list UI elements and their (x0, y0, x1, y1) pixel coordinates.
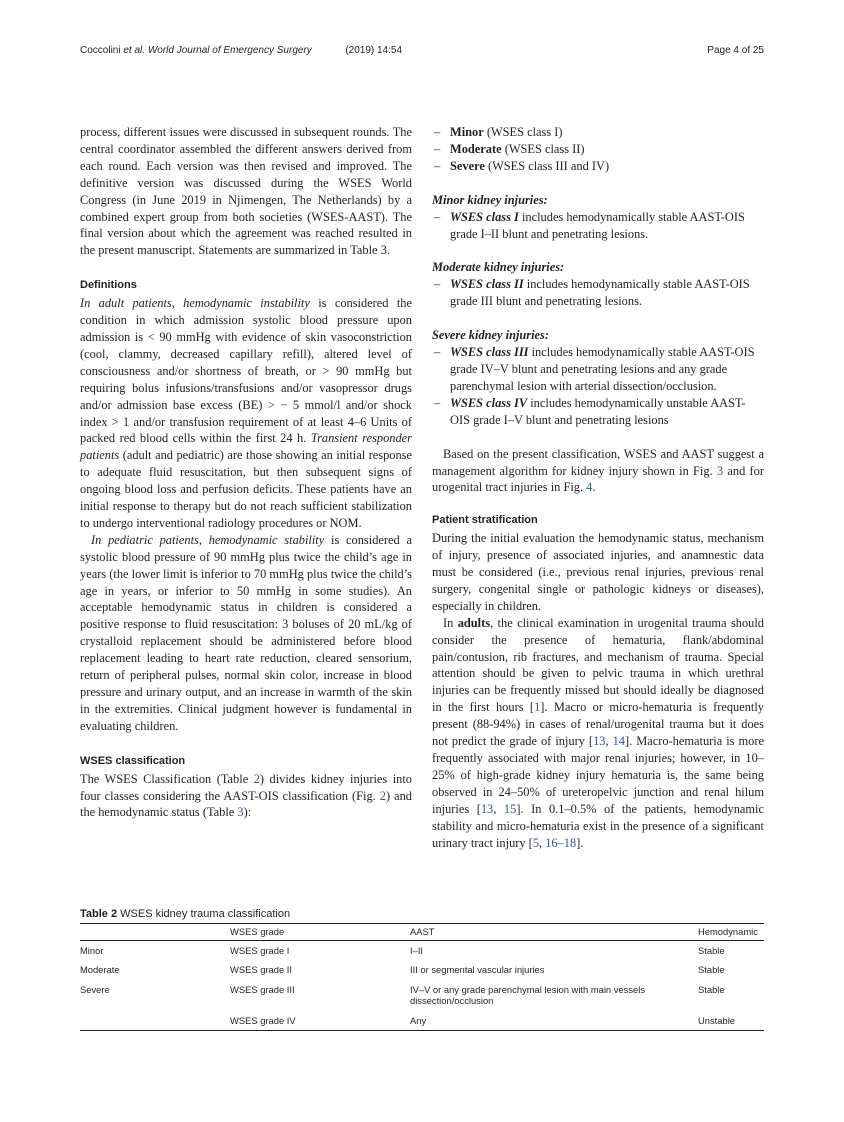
severe-desc-4: includes hemodynamically unstable AAST-OIS grade I–V blunt and penetrating lesions (450, 395, 746, 427)
adults-text-f: ]. (576, 835, 584, 850)
ref-1-link[interactable]: 1 (534, 700, 541, 715)
table-caption (80, 908, 764, 920)
table-header-cell: AAST (410, 924, 698, 941)
ped-text: is considered a systolic blood pressure of 90 mmHg plus twice the child’s age in years (the lower limit is inferior to 70 mmHg plus twice the child’s age in years, or inferior to 50 mmHg in some studies). An acceptable hemodynamic status in children is considered a positive response to fluid resuscitation: 3 boluses of 20 mL/kg of crystalloid replacement should be administered before blood replacement leading to heart rate reduction, cleared sensorium, return of peripheral pulses, normal skin color, increase in blood pressure and urinary output, and an increase in warmth of the skin in the extremities. Clinical judgment however is fundamental in evaluating children. (80, 532, 412, 733)
strat-text: During the initial evaluation the hemodynamic status, mechanism of injury, presence of associated injuries, and anamnestic data must be considered (i.e., previous renal injuries, previous renal surgery, congenital single or pathologic kidneys or diseases), especially in children. (432, 531, 764, 613)
table-cell: WSES grade III (230, 983, 295, 995)
table-row (80, 940, 764, 960)
table-cell: Any (410, 1011, 698, 1031)
minor-list (432, 209, 764, 243)
table-row (80, 960, 764, 980)
paragraph-stratification (432, 530, 764, 615)
section-title-stratification: Patient stratification (432, 514, 538, 527)
table-cell: Severe (80, 983, 110, 995)
table-row (80, 980, 764, 1011)
list-item (432, 158, 764, 175)
section-title-definitions: Definitions (80, 279, 137, 292)
adults-text-e: ]. In 0.1–0.5% of the patients, hemodynamic stability and micro-hematuria exist in the presence of a significant urinary tract injury [ (432, 801, 765, 850)
adults-text-c: ]. Macro or micro-hematuria is frequently present (88-94%) in cases of renal/urogenital trauma but it does not predict the grade of injury [ (432, 700, 764, 749)
moderate-class: WSES class II (450, 277, 524, 292)
fig-4-link[interactable]: 4 (586, 480, 593, 495)
paragraph-intro (80, 124, 412, 259)
ped-italic: In pediatric patients, hemodynamic stability (91, 532, 325, 547)
def-text-2: (adult and pediatric) are those showing an initial response to adequate fluid resuscitation, but then subsequent signs of ongoing blood loss and perfusion deficits. These patients have an initial response to therapy but do not reach sufficient stabilization to undergo interventional radiology procedures or NOM. (80, 448, 412, 530)
list-item (432, 124, 764, 141)
table-header-cell (80, 924, 230, 941)
moderate-list (432, 276, 764, 310)
based-text-c: . (592, 480, 596, 495)
header-authors: Coccolini (80, 45, 124, 56)
minor-class: WSES class I (450, 209, 519, 224)
left-column (80, 124, 412, 821)
severe-desc-3: includes hemodynamically stable AAST-OIS grade IV–V blunt and penetrating lesions and any grade parenchymal lesion with arterial dissection/occlusion. (450, 345, 755, 393)
based-text-b: and for urogenital tract injuries in Fig. (432, 463, 764, 495)
def-italic: In adult patients, hemodynamic instability (80, 296, 310, 311)
class-desc: (WSES class I) (483, 125, 563, 139)
class-desc: (WSES class III and IV) (484, 158, 610, 173)
list-item (432, 344, 764, 395)
paragraph-pediatric (80, 532, 412, 735)
severe-class-4: WSES class IV (450, 395, 528, 410)
table-header-row (80, 924, 764, 941)
fig-3-link[interactable]: 3 (716, 463, 724, 478)
minor-desc: includes hemodynamically stable AAST-OIS grade I–II blunt and penetrating lesions. (450, 209, 745, 241)
table-cell (80, 1011, 230, 1031)
ref-14-link[interactable]: 14 (612, 734, 625, 749)
table-cell: Stable (698, 964, 725, 975)
ref-separator: , (605, 734, 613, 749)
adults-text-d: ]. Macro-hematuria is more frequently associated with major renal injuries; however, in 10–25% of high-grade kidney injury hematuria is, the same being observed in 24–50% of ureteropelvic junction and renal hilum injuries [ (432, 734, 764, 816)
list-item (432, 141, 764, 158)
table-header-cell: Hemodynamic (698, 924, 764, 941)
class-desc: (WSES class II) (501, 141, 585, 156)
classification-table (80, 923, 764, 1031)
minor-title: Minor kidney injuries: (432, 192, 548, 207)
table-cell: III or segmental vascular injuries (410, 964, 545, 975)
severe-list (432, 344, 764, 429)
paragraph-wses (80, 771, 412, 822)
header-year: (2019) 14:54 (345, 45, 403, 56)
intro-text: process, different issues were discussed in subsequent rounds. The central coordinator assembled the different answers derived from each round. Each version was then revised and improved. The definitive version was discussed during the WSES World Congress (in June 2019 in Njimengen, The Netherlands) by a combined expert group from both societies (WSES-AAST). The final version about which the agreement was reached resulted in the present manuscript. Statements are summarized in Table 3. (80, 125, 412, 258)
header-journal: et al. World Journal of Emergency Surgery (123, 45, 312, 56)
class-list (432, 124, 764, 175)
fig-2-link[interactable]: 2 (379, 788, 386, 803)
wses-text-a: The WSES Classification (Table (80, 771, 254, 786)
running-header (80, 45, 402, 56)
table-3-link[interactable]: 3 (237, 805, 244, 820)
class-name: Severe (450, 158, 485, 173)
def-text: is considered the condition in which admission systolic blood pressure upon admission is < 90 mmHg with evidence of skin vasoconstriction (cool, clammy, decreased capillary refill), altered level of consciousness and/or shortness of breath, or > 90 mmHg but requiring bolus infusions/transfusions and/or vasopressor drugs and/or admission base excess (BE) > − 5 mmol/l and/or shock index > 1 and/or transfusion requirement of at least 4–6 Units of packed red blood cells within the first 24 h. (80, 296, 412, 446)
severe-class-3: WSES class III (450, 345, 529, 360)
table-caption-text: WSES kidney trauma classification (117, 908, 291, 920)
table-cell: WSES grade II (230, 964, 293, 975)
ref-13-link[interactable]: 13 (593, 734, 606, 749)
wses-text-c: ) and the hemodynamic status (Table (80, 788, 412, 820)
table-cell: Minor (80, 944, 104, 956)
table-row (80, 1011, 764, 1031)
table-header-cell: WSES grade (230, 924, 410, 941)
list-item (432, 276, 764, 310)
section-title-wses: WSES classification (80, 754, 186, 767)
table-cell: Stable (698, 944, 725, 956)
based-text-a: Based on the present classification, WSES and AAST suggest a management algorithm for kidney injury shown in Fig. (432, 446, 764, 478)
table-caption-label: Table 2 (80, 908, 118, 920)
right-column (432, 124, 764, 851)
ref-15-link[interactable]: 15 (503, 801, 517, 816)
class-name: Moderate (450, 141, 502, 156)
table-cell: WSES grade I (230, 944, 290, 956)
ref-13b-link[interactable]: 13 (480, 801, 494, 816)
table-cell: IV–V or any grade parenchymal lesion with main vessels dissection/occlusion (410, 983, 646, 1006)
wses-text-d: ): (243, 805, 252, 820)
table-cell: Moderate (80, 964, 120, 975)
moderate-title: Moderate kidney injuries: (432, 260, 565, 275)
severe-title: Severe kidney injuries: (432, 328, 550, 343)
paragraph-adults (432, 615, 764, 852)
paragraph-based (432, 446, 764, 497)
list-item (432, 209, 764, 243)
adults-text-b: , the clinical examination in urogenital trauma should consider the presence of hematuria, flank/abdominal pain/contusion, rib fractures, and mechanism of trauma. Special attention should be given to pelvic trauma in which urethral injuries can be frequently missed but should ideally be diagnosed in the first hours [ (432, 615, 764, 715)
ref-5-link[interactable]: 5 (532, 835, 540, 850)
table-cell: I–II (410, 944, 424, 956)
wses-text-b: ) divides kidney injuries into four classes considering the AAST-OIS classification (Fig. (80, 771, 412, 803)
table-cell: Stable (698, 983, 725, 995)
ref-separator: , (539, 835, 546, 850)
list-item (432, 395, 764, 429)
table-2-link[interactable]: 2 (253, 771, 260, 786)
adults-bold: adults (457, 615, 491, 630)
class-name: Minor (450, 125, 484, 139)
table-cell: WSES grade IV (230, 1011, 410, 1031)
ref-separator: , (493, 801, 504, 816)
adults-text-a: In (443, 615, 458, 630)
table-cell: Unstable (698, 1011, 764, 1031)
page-number: Page 4 of 25 (707, 45, 764, 56)
ref-16-18-link[interactable]: 16–18 (545, 835, 577, 850)
def-italic-2: Transient responder patients (80, 431, 412, 463)
moderate-desc: includes hemodynamically stable AAST-OIS grade III blunt and penetrating lesions. (450, 277, 750, 309)
paragraph-definitions (80, 295, 412, 532)
table-2 (80, 908, 764, 1031)
